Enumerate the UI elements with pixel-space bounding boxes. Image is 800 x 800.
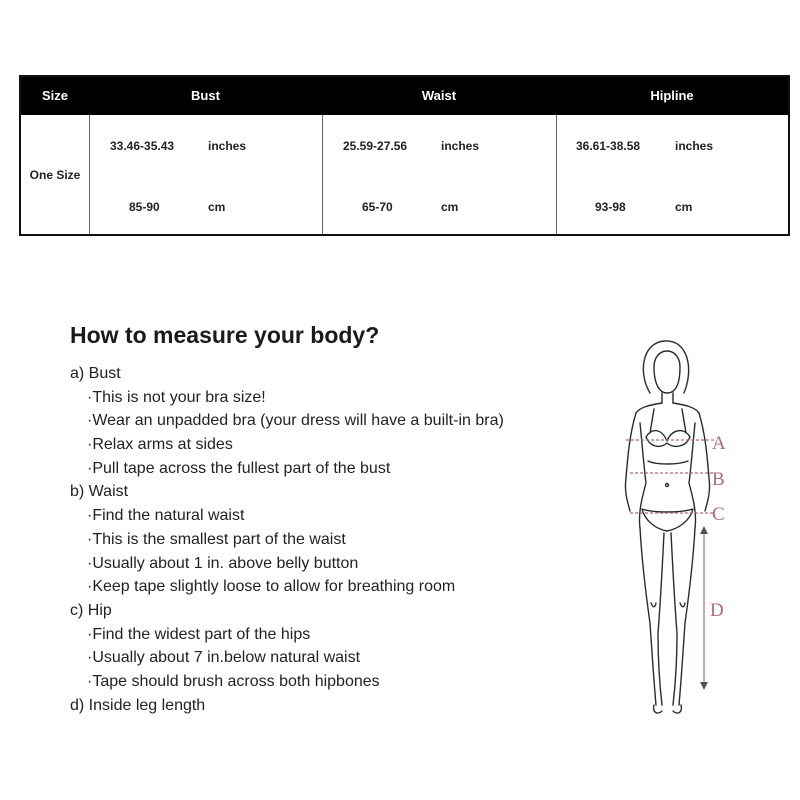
row-label-one-size: One Size: [29, 167, 81, 182]
figure-left-arm: [625, 413, 636, 511]
bust-instruction: ·Pull tape across the fullest part of the bust: [87, 459, 391, 477]
section-heading-inside-leg: d) Inside leg length: [70, 696, 206, 714]
hip-cm-value: 93-98: [595, 200, 626, 214]
label-c: C: [712, 504, 725, 525]
size-table: [19, 75, 790, 236]
label-a: A: [712, 433, 726, 454]
guide-list: [70, 362, 590, 717]
figure-inner-legs: [658, 533, 677, 705]
bust-instruction: ·Wear an unpadded bra (your dress will have a built-in bra): [87, 412, 504, 430]
bust-instruction: ·This is not your bra size!: [87, 388, 266, 406]
bust-cm-unit: cm: [208, 200, 226, 214]
bust-cm-value: 85-90: [129, 200, 160, 214]
waist-inches-value: 25.59-27.56: [343, 139, 408, 153]
waist-instruction: ·This is the smallest part of the waist: [87, 530, 346, 548]
waist-instruction: ·Usually about 1 in. above belly button: [87, 554, 359, 572]
figure-briefs: [642, 509, 693, 531]
figure-midriff: [648, 461, 688, 464]
column-divider: [322, 115, 323, 234]
header-size: Size: [41, 88, 68, 103]
header-hipline: Hipline: [650, 88, 694, 103]
label-b: B: [712, 469, 725, 490]
size-table-header: [21, 77, 788, 115]
hip-inches-unit: inches: [675, 139, 714, 153]
label-d: D: [710, 600, 724, 621]
guide-title: How to measure your body?: [70, 322, 380, 348]
inseam-arrow-bottom: [700, 682, 708, 690]
figure-bra-straps: [650, 409, 686, 433]
column-divider: [89, 115, 90, 234]
figure-neck: [662, 393, 673, 403]
section-heading-bust: a) Bust: [70, 365, 121, 382]
section-heading-hip: c) Hip: [70, 601, 112, 619]
figure-shoulders: [636, 403, 699, 413]
header-bust: Bust: [191, 88, 220, 103]
inseam-arrow-top: [700, 526, 708, 534]
waist-cm-unit: cm: [441, 200, 459, 214]
bust-inches-value: 33.46-35.43: [110, 139, 175, 153]
figure-face: [654, 351, 680, 393]
figure-feet: [654, 705, 682, 713]
figure-bra: [646, 431, 690, 447]
figure-left-leg: [640, 528, 656, 705]
figure-hair: [643, 341, 688, 393]
bust-inches-unit: inches: [208, 139, 247, 153]
waist-inches-unit: inches: [441, 139, 480, 153]
size-table-body: [21, 115, 788, 234]
section-heading-waist: b) Waist: [70, 483, 129, 501]
bust-instruction: ·Relax arms at sides: [87, 436, 233, 454]
column-divider: [556, 115, 557, 234]
hip-cm-unit: cm: [675, 200, 693, 214]
figure-right-arm: [699, 413, 710, 511]
hip-instruction: ·Tape should brush across both hipbones: [87, 672, 380, 690]
waist-instruction: ·Keep tape slightly loose to allow for breathing room: [87, 578, 456, 596]
figure-navel: [666, 484, 669, 487]
waist-cm-value: 65-70: [362, 200, 393, 214]
waist-instruction: ·Find the natural waist: [87, 507, 245, 525]
hip-instruction: ·Usually about 7 in.below natural waist: [87, 649, 361, 667]
hip-inches-value: 36.61-38.58: [576, 139, 641, 153]
figure-right-leg: [679, 528, 695, 705]
header-waist: Waist: [421, 88, 457, 103]
body-measurement-figure: [598, 333, 738, 723]
hip-instruction: ·Find the widest part of the hips: [87, 625, 311, 643]
figure-knees: [651, 603, 685, 607]
